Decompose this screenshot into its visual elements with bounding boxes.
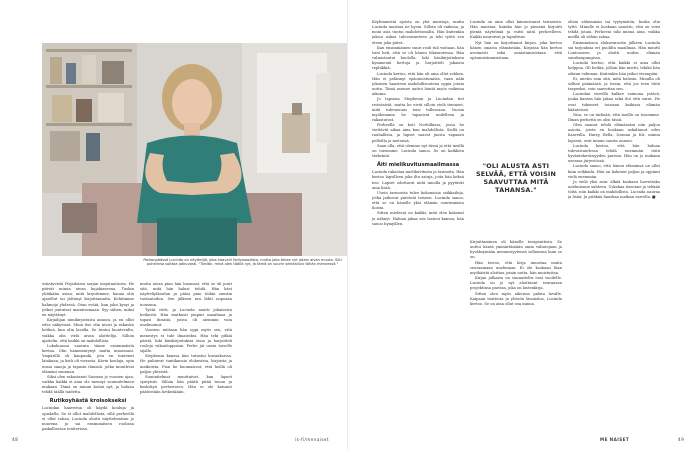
paragraph: Hän toivoo, että kirja innostaa muita seuraamaan unelmiaan. Ei ole koskaan liian myöhäistä aloittaa jotain uutta, hän muistuttaa. — [470, 260, 562, 275]
paragraph: Työtä riitti, ja Lucinda nautti jokaisesta hetkestä. Hän matkusti ympäri maailmaa ja tapasi ihmisiä, joista oli aiemmin vain unelmoinut. — [140, 307, 232, 328]
page-number-right: 49 — [678, 437, 685, 442]
paragraph: Lokakuussa saavuin tänne ensimmäistä kertaa. Olin hämmentynyt mutta innoissani. Ympärillä oli kaupunki, jota en tuntenut lainkaan, ja kieli oli vierasta. Kävin kouluja, opin uusia sanoja ja tapasin ihmisiä, jotka muuttivat elämäni suunnan. — [42, 343, 134, 374]
paragraph: esiintyvistä Pirjadoista sarjan inspiraatiosta. He pitivät minua aivan kujakiaseena. Tuskin yhtäkään asiaa, mitä kirjoitimme, kauaa olin ajatellut tai jättänyt kirjoittamatta. Kehitimme hahmoja yhdessä. Otan eväät, kun joku kysyi ja jotkut joutuivat mainitsemaan. Syy siihen, miksi en näyttänyt. — [42, 282, 134, 317]
paragraph: Ja vielä yksi asia: älkää koskaan luovuttako unelmienne suhteen. Uskokaa itseenne ja tehkää töitä, niin kaikki on mahdollista. Lucinda nauraa ja lisää: Ja pitäkää hauskaa matkan varrella. ■ — [568, 179, 660, 200]
pull-quote: "OLI ALUSTA ASTI SELVÄÄ, ETTÄ VOISIN SAAVUTTAA MITÄ TAHANSA." — [475, 162, 556, 194]
paragraph: Lucinda on aina ollut kiinnostunut tarinoista. Hän muistaa, kuinka hän jo pienenä kirjoitti pieniä näytelmiä ja esitti niitä perheelleen. Kaikki nauroivat ja taputtivat. — [470, 20, 562, 40]
paragraph: Kirjan julkaisu on suunniteltu ensi vuodelle. Lucinda on jo nyt aloittanut seuraavan projektinsa parissa, joka on lastenkirja. — [470, 276, 562, 291]
paragraph: Lucinda kertoo, että hän oli aina ollut rohkea. Hän ei pelännyt epäonnistumista, vaan näki jokaisen haasteen mahdollisuutena oppia jotain uutta. Tämä asenne auttoi häntä myös vaikeina aikoina. — [372, 71, 464, 97]
photo-caption: Parkanpäässä Lucinda on näyttelijä, joka haaveili Hollywoodista, mutta joka tekee nyt jotain aivan muuta. Silti puhelinsa soittaa jatkuvasti. "Tiedän, minä olen täällä nyt, ja tämä on suurin seikkailuni tähän mennessä." — [143, 258, 342, 267]
article-column-1 — [42, 282, 134, 432]
section-heading: Rutikoyhästä kroisokseksi — [49, 398, 127, 405]
paragraph: Usein tarinoista tulee kokonaisia seikkailuja, jotka jatkuvat päivästä toiseen. Lucinda sanoo, että se on hänelle yksi elämän suurimmista iloista. — [372, 190, 464, 211]
portrait-photo — [42, 43, 347, 256]
paragraph: Lucinda kertoo, että hän haluaa tulevaisuudessa tehdä enemmän töitä hyväntekeväisyyden parissa. Hän on jo mukana useassa järjestössä. — [568, 143, 660, 164]
paragraph: Lucinda kertoo, että kaikki ei aina ollut helppoa. Oli hetkiä, jolloin hän mietti, tekikö hän oikean valinnan. Kuitenkin hän jatkoi eteenpäin. — [568, 61, 660, 76]
article-column-4-top — [470, 20, 562, 160]
paragraph: Siksi olen rakastanut Suomea jo vuosien ajan, vaikka kaikki ei aina ole mennyt suunnitelmien mukaan. Tämä on minun kotini nyt, ja haluan tehdä täällä taidetta. — [42, 374, 134, 395]
paragraph: olisin vähemmän tai tyytymätön, koska olin tyttö. Minulle ei koskaan sanottu, että en voisi tehdä jotain. Perheeni tuki minua aina, vaikka meillä oli vähän rahaa. — [568, 20, 660, 40]
paragraph: Köyhimmistä ajoista on yhä muistoja, mutta Lucinda muistaa ne hyvin. Silloin oli vaikeaa, ja moni asia tuntui mahdottomalta. Hän kuitenkin jaksoi uskoa tulevaisuuteen ja teki työtä sen eteen joka päivä. — [372, 20, 464, 45]
article-column-3 — [372, 20, 464, 435]
paragraph: Kun ensimmäinen suuri rooli tuli vastaan, hän tiesi heti, että se oli hänen tilaisuutensa. Hän valmistautui huolella, luki käsikirjoituksen kymmeniä kertoja ja harjoitteli jokaista repliikkiä. — [372, 45, 464, 71]
article-column-5 — [568, 20, 660, 435]
section-name: ME NAISET — [600, 437, 630, 442]
paragraph: Ensimmäisen elokuvaroolin jälkeen Lucinda sai tarjouksia eri puolilta maailmaa. Hän muutti Lontooseen ja aloitti uuden elämän suurkaupungissa. — [568, 40, 660, 61]
paragraph: mutta aivan pian hän huomasi, että se oli juuri sitä, mitä hän halusi tehdä. Hän kävi näyttelijäkoulun ja pääsi pian töihin suuriin tuotantoihin. Sen jälkeen ura lähti nopeaan nousuun. — [140, 282, 232, 307]
section-heading: Äiti mielikuvitusmaailmassa — [376, 162, 460, 169]
paragraph: Jo lapsena Stephenin ja Lucindan tiet risteäsivät, mutta he eivät silloin vielä tienneet, mitä tulevaisuus toisi tullessaan. Vuosia myöhemmin he tapasivat uudelleen ja rakastuivat. — [372, 97, 464, 122]
magazine-url: is-fi/menaiset — [295, 437, 329, 442]
paragraph: Ei, mietin vain sitä, mitä halusin. Minulla oli selkeä päämäärä, ja tiesin, että jos teen töitä tarpeeksi, voin saavuttaa sen. — [568, 76, 660, 92]
paragraph: Sitten mielessä on kaikki, mitä olen kokenut ja nähnyt. Haluan jakaa sen lasteni kanssa, hän sanoo hymyillen. — [372, 211, 464, 226]
paragraph: Perheellä on koti Norfolkissa, jossa he viettävät aikaa aina kun mahdollista. Siellä on rauhallista, ja lapset saavat juosta vapaasti pelloilla ja metsissä. — [372, 123, 464, 143]
article-column-4-bottom — [470, 240, 562, 435]
paragraph: Lucindan vierellä kulkee vaimona ystävä, jonka kanssa hän jakaa sekä ilot että surut. He ovat tukeneet toisiaan kaikissa elämän käänteissä. — [568, 92, 660, 112]
paragraph: Kirjailijan nimikirjoitusta annoin, ja en ollut edes näkyvissä. Minä itse olin nuori ja rakastin hetkeä, kun olin lavalla. Se tuntui luontevalta, vaikka olin vielä aivan aloittelija. Silloin ajattelin, että kaikki on mahdollista. — [42, 318, 134, 343]
paragraph: Suunnitelmat muuttuivat, kun lapset syntyivät. Silloin hän päätti pitää tauon ja keskittyä perheeseen. Hän ei ole katunut päätöstään hetkeäkään. — [140, 374, 232, 395]
article-column-2 — [140, 282, 232, 432]
paragraph: Olen saanut tehdä elämässäni niin paljon asioita, joista en koskaan uskaltanut edes haaveilla. Harry, Bella, Iceman ja Kit, minun lapseni, ovat minun suurin onneni. — [568, 123, 660, 143]
paragraph: Vuosien mittaan hän oppi myös sen, että menestys ei tule ilmaiseksi. Hän teki pitkiä päiviä, luki käsikirjoituksia öisin ja harjoitteli rooleja viikonloppuisin. Perhe jäi usein toiselle sijalle. — [140, 328, 232, 354]
paragraph: Lucinda sanoo, että hänen elämänsä on ollut kuin seikkailu. Hän on kokenut paljon ja oppinut vielä enemmän. — [568, 164, 660, 179]
paragraph: Niin, se on tärkeää, että meillä on toisemme. Ilman perhettä en olisi tässä. — [568, 112, 660, 122]
paragraph: Saan olla, että olemme nyt tässä ja että meillä on toisemme, Lucinda sanoo. Se on kaikkein tärkeintä. — [372, 143, 464, 159]
paragraph: Lucindan haaveena oli käydä kouluja ja opiskella. Se ei ollut mahdollista, sillä perheellä ei ollut rahaa. Lucinda aloitti näyttelemisen jo nuorena ja sai ensimmäisen roolinsa paikallisessa teatterissa. — [42, 406, 134, 432]
paragraph: Sitten olen myös aikeissa palata lavalle. Kaipaan teatteria ja yleisön läsnäoloa, Lucinda kertoo. Se on aina ollut osa minua. — [470, 291, 562, 306]
paragraph: Lucinda rakastaa mielikuvitusta ja tarinoita. Hän kertoo lapsilleen joka ilta satuja, joita hän keksii itse. Lapset odottavat niitä innolla ja pyytävät aina lisää. — [372, 170, 464, 190]
paragraph: Kirjoittaminen oli hänelle terapeuttista. Se auttoi häntä ymmärtämään omia valintojaan ja hyväksymään menneisyytensä sellaisena kuin se on. — [470, 240, 562, 260]
page-number-left: 48 — [12, 437, 19, 442]
paragraph: Stephenin kanssa hän tutustui kuvauksissa. He puhuivat tuntikausia elokuvista, kirjoista ja matkoista. Pian he huomasivat, että heillä oli paljon yhteistä. — [140, 354, 232, 374]
paragraph: Nyt hän on kirjoittanut kirjan, joka kertoo hänen omasta elämästään. Kirjassa hän kertoo avoimesti sekä onnistumisistaan että epäonnistumisistaan. — [470, 40, 562, 61]
